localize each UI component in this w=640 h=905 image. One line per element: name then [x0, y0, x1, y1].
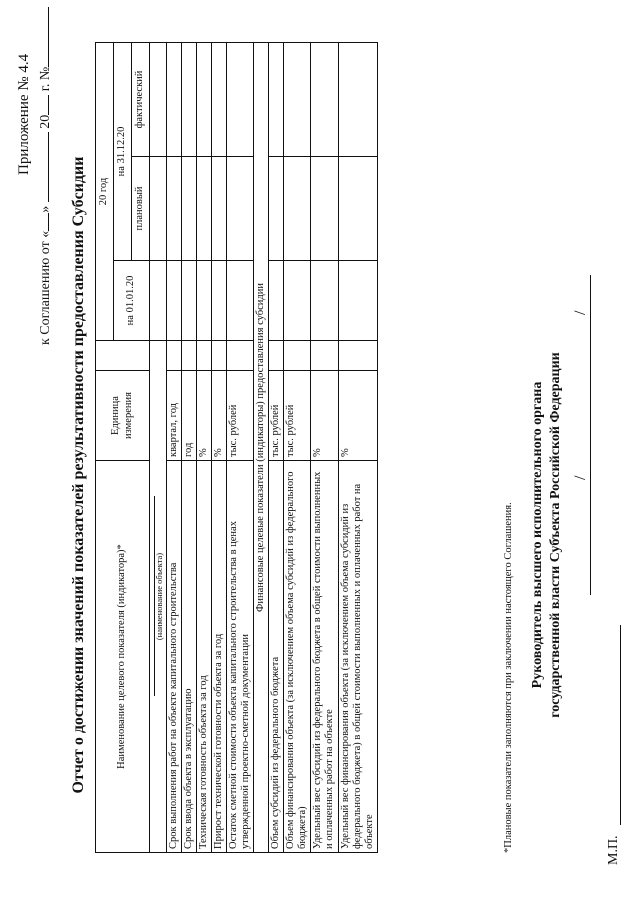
signatory-title-line1: Руководитель высшего исполнительного органа: [530, 381, 545, 689]
header-period: 20 год: [96, 42, 114, 340]
value-cell[interactable]: [181, 157, 196, 261]
value-cell[interactable]: [284, 42, 311, 156]
value-cell[interactable]: [166, 341, 181, 371]
value-cell[interactable]: [284, 157, 311, 261]
indicator-name: Удельный вес финансирования объекта (за исключением объема субсидий из федерального бюджета) в общей стоимости выполненных и оплаченных работ на объекте: [338, 461, 377, 853]
value-cell[interactable]: [181, 261, 196, 341]
value-cell[interactable]: [211, 42, 226, 156]
table-row: [284, 42, 311, 852]
indicator-unit: %: [311, 371, 338, 461]
footnote: *Плановые показатели заполняются при заключении настоящего Соглашения.: [503, 502, 514, 853]
agreement-month-blank[interactable]: [36, 132, 49, 202]
report-title: Отчет о достижении значений показателей результативности предоставления Субсидии: [70, 156, 87, 794]
agreement-mid: »: [38, 205, 53, 213]
value-cell[interactable]: [227, 157, 254, 261]
value-cell[interactable]: [269, 42, 284, 156]
header-indicator: Наименование целевого показателя (индикатора)*: [96, 461, 150, 853]
value-cell[interactable]: [166, 157, 181, 261]
header-start-date: на 01.01.20: [114, 261, 150, 341]
signature-slash-right: /: [572, 310, 589, 315]
indicator-name: Срок выполнения работ на объекте капитального строительства: [166, 461, 181, 853]
value-cell[interactable]: [196, 157, 211, 261]
value-cell[interactable]: [311, 341, 338, 371]
value-cell[interactable]: [211, 341, 226, 371]
finance-section-header: Финансовые целевые показатели (индикаторы) предоставления субсидии: [254, 42, 269, 852]
agreement-prefix: к Соглашению от «: [38, 230, 53, 345]
table-row: [166, 42, 181, 852]
agreement-number-blank[interactable]: [36, 7, 49, 67]
agreement-year-blank[interactable]: [36, 95, 49, 115]
table-cell[interactable]: [150, 261, 167, 341]
signature-slash-left: /: [572, 475, 589, 480]
agreement-day-blank[interactable]: [36, 213, 49, 231]
signatory-title-line2: государственной власти Субъекта Российской Федерации: [548, 352, 563, 718]
header-planned: плановый: [132, 157, 150, 261]
indicator-unit: %: [338, 371, 377, 461]
table-row: [227, 42, 254, 852]
value-cell[interactable]: [311, 261, 338, 341]
indicator-unit: год: [181, 371, 196, 461]
table-row: [211, 42, 226, 852]
agreement-suffix: г. №: [38, 66, 53, 92]
indicator-unit: тыс. рублей: [284, 371, 311, 461]
table-cell[interactable]: [150, 42, 167, 156]
table-row: [269, 42, 284, 852]
value-cell[interactable]: [181, 42, 196, 156]
indicator-name: Объем финансирования объекта (за исключением объема субсидий из федерального бюджета): [284, 461, 311, 853]
indicator-unit: %: [196, 371, 211, 461]
value-cell[interactable]: [227, 341, 254, 371]
indicator-unit: тыс. рублей: [269, 371, 284, 461]
indicator-name: Объем субсидий из федерального бюджета: [269, 461, 284, 853]
object-name-row: [150, 341, 167, 853]
value-cell[interactable]: [166, 42, 181, 156]
indicator-name: Удельный вес субсидий из федерального бюджета в общей стоимости выполненных и оплаченных работ на объекте: [311, 461, 338, 853]
indicator-name: Срок ввода объекта в эксплуатацию: [181, 461, 196, 853]
value-cell[interactable]: [338, 341, 377, 371]
indicator-name: Техническая готовность объекта за год: [196, 461, 211, 853]
value-cell[interactable]: [269, 341, 284, 371]
header-unit: Единица измерения: [96, 371, 150, 461]
value-cell[interactable]: [284, 341, 311, 371]
value-cell[interactable]: [196, 261, 211, 341]
finance-indicator-rows: [269, 42, 378, 852]
table-row: [196, 42, 211, 852]
value-cell[interactable]: [269, 157, 284, 261]
value-cell[interactable]: [338, 261, 377, 341]
value-cell[interactable]: [211, 261, 226, 341]
value-cell[interactable]: [284, 261, 311, 341]
stamp-label: М.П.: [606, 835, 621, 865]
table-row: [338, 42, 377, 852]
value-cell[interactable]: [196, 341, 211, 371]
object-name-caption: (наименование объекта): [154, 552, 164, 641]
value-cell[interactable]: [166, 261, 181, 341]
table-cell[interactable]: [150, 157, 167, 261]
value-cell[interactable]: [311, 42, 338, 156]
header-actual: фактический: [132, 42, 150, 156]
value-cell[interactable]: [227, 261, 254, 341]
stamp-line: [620, 625, 621, 825]
table-row: [311, 42, 338, 852]
agreement-year: 20: [38, 114, 53, 129]
report-table: [95, 42, 378, 853]
value-cell[interactable]: [338, 157, 377, 261]
appendix-number: Приложение № 4.4: [16, 53, 32, 175]
table-row: [181, 42, 196, 852]
value-cell[interactable]: [269, 261, 284, 341]
value-cell[interactable]: [338, 42, 377, 156]
value-cell[interactable]: [227, 42, 254, 156]
header-empty-cell: [96, 341, 150, 371]
indicator-name: Остаток сметной стоимости объекта капитального строительства в ценах утвержденной проектно-сметной документации: [227, 461, 254, 853]
value-cell[interactable]: [196, 42, 211, 156]
agreement-reference: [36, 7, 54, 345]
main-indicator-rows: [166, 42, 253, 852]
header-end-date: на 31.12.20: [114, 42, 132, 260]
indicator-unit: %: [211, 371, 226, 461]
value-cell[interactable]: [311, 157, 338, 261]
value-cell[interactable]: [181, 341, 196, 371]
indicator-unit: тыс. рублей: [227, 371, 254, 461]
indicator-name: Прирост технической готовности объекта за год: [211, 461, 226, 853]
signature-line[interactable]: [590, 275, 591, 595]
indicator-unit: квартал, год: [166, 371, 181, 461]
value-cell[interactable]: [211, 157, 226, 261]
